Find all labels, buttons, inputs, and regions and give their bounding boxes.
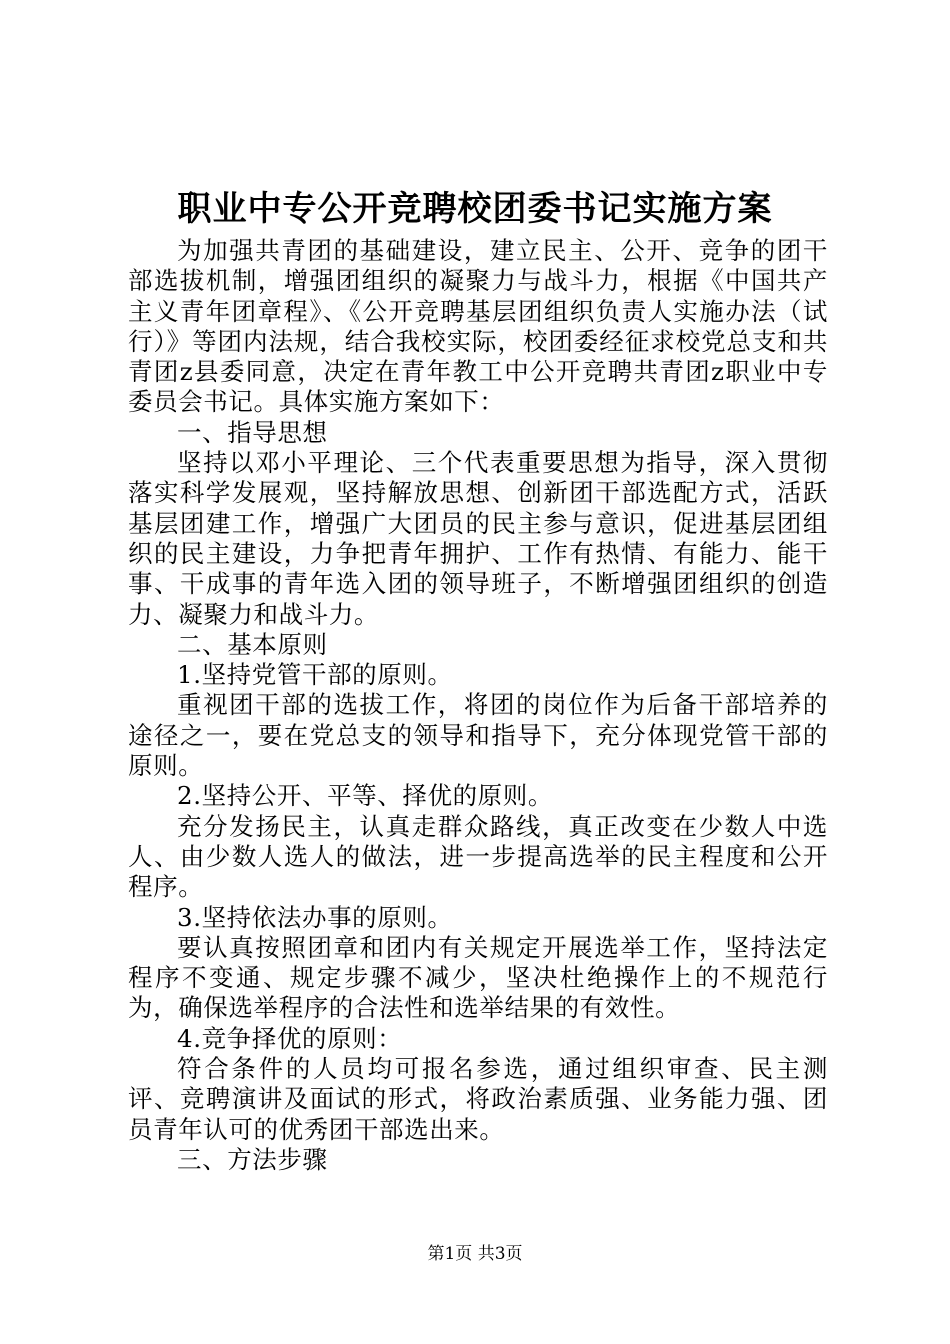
section-heading-basic-principles: 二、基本原则 [177,629,328,659]
principle-4-heading: 4.竞争择优的原则： [177,1023,403,1053]
document-title: 职业中专公开竞聘校团委书记实施方案 [177,189,773,229]
guiding-ideology-paragraph: 坚持以邓小平理论、三个代表重要思想为指导，深入贯彻落实科学发展观，坚持解放思想、创新团干部选配方式，活跃基层团建工作，增强广大团员的民主参与意识，促进基层团组织的民主建设，力争把青年拥护、工作有热情、有能力、能干事、干成事的青年选入团的领导班子，不断增强团组织的创造力、凝聚力和战斗力。 [128,448,828,629]
section-heading-method-steps: 三、方法步骤 [177,1144,328,1174]
principle-2-paragraph: 充分发扬民主，认真走群众路线，真正改变在少数人中选人、由少数人选人的做法，进一步提高选举的民主程度和公开程序。 [128,811,828,902]
principle-2-heading: 2.坚持公开、平等、择优的原则。 [177,781,553,811]
principle-3-heading: 3.坚持依法办事的原则。 [177,902,453,932]
principle-1-paragraph: 重视团干部的选拔工作，将团的岗位作为后备干部培养的途径之一，要在党总支的领导和指导下，充分体现党管干部的原则。 [128,690,828,781]
principle-4-paragraph: 符合条件的人员均可报名参选，通过组织审查、民主测评、竞聘演讲及面试的形式，将政治素质强、业务能力强、团员青年认可的优秀团干部选出来。 [128,1054,828,1144]
document-body [128,236,828,1175]
section-heading-guiding-ideology: 一、指导思想 [177,417,328,447]
page-footer: 第1页 共3页 [427,1244,523,1264]
principle-1-heading: 1.坚持党管干部的原则。 [177,660,453,690]
principle-3-paragraph: 要认真按照团章和团内有关规定开展选举工作，坚持法定程序不变通、规定步骤不减少，坚决杜绝操作上的不规范行为，确保选举程序的合法性和选举结果的有效性。 [128,932,828,1023]
intro-paragraph: 为加强共青团的基础建设，建立民主、公开、竞争的团干部选拔机制，增强团组织的凝聚力与战斗力，根据《中国共产主义青年团章程》、《公开竞聘基层团组织负责人实施办法（试行）》等团内法规，结合我校实际，校团委经征求校党总支和共青团z县委同意，决定在青年教工中公开竞聘共青团z职业中专委员会书记。具体实施方案如下： [128,236,828,417]
